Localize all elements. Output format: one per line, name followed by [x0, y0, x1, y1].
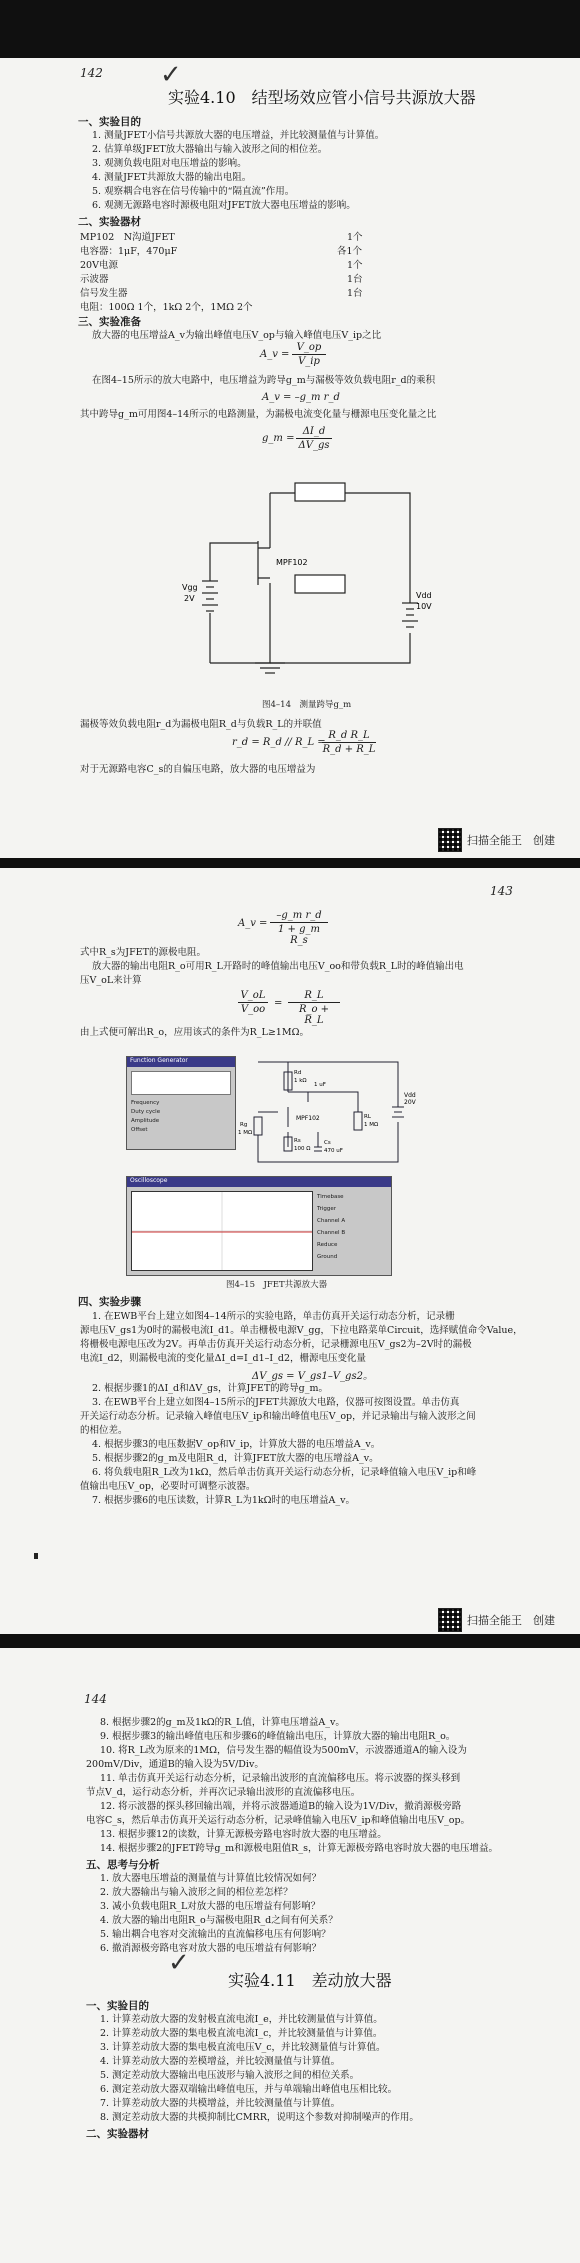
question-item: 6. 撤消源极旁路电容对放大器的电压增益有何影响？	[100, 1943, 322, 1954]
step-line: 1. 在EWB平台上建立如图4–14所示的实验电路，单击仿真开关运行动态分析，记录栅	[92, 1311, 455, 1322]
figure-circuit-gm	[180, 463, 430, 693]
figure-caption: 图4–15 JFET共源放大器	[226, 1280, 328, 1290]
component-label: Rs	[294, 1138, 301, 1144]
field-label: Amplitude	[131, 1118, 160, 1124]
step-line: 10. 将R_L改为原来的1MΩ，信号发生器的幅值设为500mV，示波器通道A的输入设为	[100, 1745, 467, 1756]
equation-lhs: A_v =	[238, 918, 268, 929]
scanner-watermark	[438, 828, 555, 852]
step-line: 8. 根据步骤2的g_m及1kΩ的R_L值，计算电压增益A_v。	[100, 1717, 345, 1728]
step-line: 14. 根据步骤2的JFET跨导g_m和源极电阻值R_s，计算无源极旁路电容时放大器的电压增益。	[100, 1843, 498, 1854]
step-line: 6. 将负载电阻R_L改为1kΩ，然后单击仿真开关运行动态分析，记录峰值输入电压V_ip和峰	[92, 1467, 477, 1478]
equation: A_v = –g_m r_d	[262, 392, 340, 403]
check-mark-icon: ✓	[168, 1948, 190, 1978]
mpf102-label: MPF102	[276, 558, 308, 567]
objective-item: 7. 计算差动放大器的共模增益，并比较测量值与计算值。	[100, 2098, 341, 2109]
paragraph: 放大器的输出电阻R_o可用R_L开路时的峰值输出电压V_oo和带负载R_L时的峰值输出电	[92, 961, 464, 972]
objective-item: 5. 观察耦合电容在信号传输中的“隔直流”作用。	[92, 186, 295, 197]
scope-button[interactable]: Ground	[317, 1254, 338, 1260]
objective-item: 4. 测量JFET共源放大器的输出电阻。	[92, 172, 252, 183]
page-title: 实验4.10 结型场效应管小信号共源放大器	[168, 88, 476, 107]
equation-fraction	[296, 426, 332, 451]
section-equipment: 二、实验器材	[78, 216, 141, 228]
component-value: 1 MΩ	[364, 1122, 379, 1128]
qr-code-icon	[438, 828, 462, 852]
component-value: 1 kΩ	[294, 1078, 307, 1084]
step-line: 200mV/Div，通道B的输入设为5V/Div。	[86, 1759, 264, 1770]
ink-dot	[34, 1553, 38, 1559]
denominator: V_oo	[240, 1004, 266, 1015]
component-value: 470 uF	[324, 1148, 343, 1154]
equipment-qty: 1个	[347, 260, 363, 271]
denominator: R_d + R_L	[322, 744, 376, 755]
equipment-name: MP102 N沟道JFET	[80, 232, 175, 243]
equipment-qty: 各1个	[337, 246, 363, 257]
component-value: 1 uF	[314, 1082, 326, 1088]
scope-control-label: Channel B	[317, 1230, 346, 1236]
paragraph: 压V_oL来计算	[80, 975, 142, 986]
vdd-value: 20V	[404, 1099, 416, 1106]
document-page-143	[0, 868, 580, 1634]
watermark-text: 扫描全能王 创建	[467, 1614, 555, 1627]
scope-control-label: Timebase	[317, 1194, 344, 1200]
equipment-name: 信号发生器	[80, 288, 128, 299]
step-line: 11. 单击仿真开关运行动态分析，记录输出波形的直流偏移电压。将示波器的探头移到	[100, 1773, 461, 1784]
objective-item: 3. 计算差动放大器的集电极直流电压V_c，并比较测量值与计算值。	[100, 2042, 386, 2053]
page-number: 143	[490, 884, 513, 898]
window-title: Oscilloscope	[127, 1177, 391, 1187]
field-label: Frequency	[131, 1100, 160, 1106]
question-item: 5. 输出耦合电容对交流输出的直流偏移电压有何影响？	[100, 1929, 331, 1940]
step-line: 源电压V_gs1为0时的漏极电流I_d1。单击栅极电源V_gg，下拉电路菜单Circuit，选择赋值命令Value，	[80, 1325, 523, 1336]
step-line: 3. 在EWB平台上建立如图4–15所示的JFET共源放大电路，仪器可按图设置。单击仿真	[92, 1397, 460, 1408]
component-value: 100 Ω	[294, 1146, 311, 1152]
equipment-name: 20V电源	[80, 260, 118, 271]
section-objective: 一、实验目的	[86, 2000, 149, 2012]
question-item: 2. 放大器输出与输入波形之间的相位差怎样？	[100, 1887, 293, 1898]
question-item: 4. 放大器的输出电阻R_o与漏极电阻R_d之间有何关系？	[100, 1915, 338, 1926]
equipment-qty: 1个	[347, 232, 363, 243]
scope-control-label: Channel A	[317, 1218, 346, 1224]
numerator: V_oL	[240, 990, 266, 1001]
step-line: 5. 根据步骤2的g_m及电阻R_d，计算JFET放大器的电压增益A_v。	[92, 1453, 379, 1464]
equipment-qty: 1台	[347, 288, 363, 299]
watermark-text: 扫描全能王 创建	[467, 834, 555, 847]
step-line: 节点V_d，运行动态分析，并再次记录输出波形的直流偏移电压。	[86, 1787, 361, 1798]
page-number: 144	[84, 1692, 107, 1706]
paragraph: 漏极等效负载电阻r_d为漏极电阻R_d与负载R_L的并联值	[80, 719, 322, 730]
equation-fraction	[322, 730, 376, 755]
step-line: 电流I_d2，则漏极电流的变化量ΔI_d=I_d1–I_d2，栅源电压变化量	[80, 1353, 367, 1364]
denominator: R_o + R_L	[298, 1004, 330, 1026]
vgg-value: 2V	[184, 594, 195, 603]
qr-code-icon	[438, 1608, 462, 1632]
function-generator-window[interactable]	[126, 1056, 236, 1150]
scope-control-label: Trigger	[317, 1206, 336, 1212]
component-value: 1 MΩ	[238, 1130, 253, 1136]
step-line: 12. 将示波器的探头移回输出端，并将示波器通道B的输入设为1V/Div，撤消源极旁路	[100, 1801, 462, 1812]
objective-item: 4. 计算差动放大器的差模增益，并比较测量值与计算值。	[100, 2056, 341, 2067]
component-label: Cs	[324, 1140, 331, 1146]
equals-sign: =	[274, 998, 283, 1009]
numerator: V_op	[296, 342, 322, 353]
equation-fraction	[270, 910, 328, 946]
objective-item: 6. 观测无源路电容时源极电阻对JFET放大器电压增益的影响。	[92, 200, 356, 211]
section-title: 实验4.11 差动放大器	[228, 1971, 392, 1990]
component-label: Rg	[240, 1122, 248, 1128]
equation-fraction	[238, 990, 268, 1015]
vdd-label: Vdd	[416, 591, 432, 600]
step-line: 的相位差。	[80, 1425, 128, 1436]
numerator: –g_m r_d	[276, 910, 322, 921]
question-item: 1. 放大器电压增益的测量值与计算值比较情况如何？	[100, 1873, 322, 1884]
equation-lhs: g_m =	[262, 433, 295, 444]
vdd-label: Vdd	[404, 1092, 416, 1099]
waveform-selector[interactable]	[131, 1071, 231, 1095]
section-objective: 一、实验目的	[78, 116, 141, 128]
objective-item: 1. 计算差动放大器的发射极直流电流I_e，并比较测量值与计算值。	[100, 2014, 383, 2025]
denominator: 1 + g_m R_s	[278, 924, 320, 946]
scope-button[interactable]: Reduce	[317, 1242, 338, 1248]
denominator: V_ip	[298, 356, 320, 367]
objective-item: 2. 计算差动放大器的集电极直流电流I_c，并比较测量值与计算值。	[100, 2028, 383, 2039]
check-mark-icon: ✓	[160, 60, 182, 90]
objective-item: 8. 测定差动放大器的共模抑制比CMRR，说明这个参数对抑制噪声的作用。	[100, 2112, 419, 2123]
document-page-142	[0, 58, 580, 858]
numerator: ΔI_d	[302, 426, 326, 437]
paragraph: 在图4–15所示的放大电路中，电压增益为跨导g_m与漏极等效负载电阻r_d的乘积	[92, 375, 436, 386]
component-label: RL	[364, 1114, 371, 1120]
equipment-name: 电容器：1μF，470μF	[80, 246, 178, 257]
objective-item: 1. 测量JFET小信号共源放大器的电压增益，并比较测量值与计算值。	[92, 130, 385, 141]
paragraph: 式中R_s为JFET的源极电阻。	[80, 947, 206, 958]
equipment-qty: 1台	[347, 274, 363, 285]
step-line: 13. 根据步骤12的读数，计算无源极旁路电容时放大器的电压增益。	[100, 1829, 387, 1840]
vgg-label: Vgg	[182, 583, 198, 592]
objective-item: 6. 测定差动放大器双端输出峰值电压，并与单端输出峰值电压相比较。	[100, 2084, 398, 2095]
paragraph: 对于无源路电容C_s的自偏压电路，放大器的电压增益为	[80, 764, 316, 775]
field-label: Duty cycle	[131, 1109, 161, 1115]
denominator: ΔV_gs	[298, 440, 330, 451]
mpf102-label: MPF102	[296, 1115, 320, 1122]
oscilloscope-window[interactable]	[126, 1176, 392, 1276]
component-label: Rd	[294, 1070, 302, 1076]
step-line: 9. 根据步骤3的输出峰值电压和步骤6的峰值输出电压，计算放大器的输出电阻R_o。	[100, 1731, 456, 1742]
page-number: 142	[80, 66, 103, 80]
oscilloscope-grid	[132, 1192, 312, 1270]
numerator: R_d R_L	[328, 730, 370, 741]
figure-circuit-jfet-amp	[238, 1052, 414, 1172]
step-line: 开关运行动态分析。记录输入峰值电压V_ip和输出峰值电压V_op，并记录输出与输入波形之间	[80, 1411, 476, 1422]
section-think: 五、思考与分析	[86, 1859, 160, 1871]
objective-item: 2. 估算单级JFET放大器输出与输入波形之间的相位差。	[92, 144, 328, 155]
objective-item: 3. 观测负载电阻对电压增益的影响。	[92, 158, 247, 169]
vdd-value: 10V	[416, 602, 432, 611]
equation-lhs: A_v =	[260, 349, 290, 360]
equation-fraction	[288, 990, 340, 1026]
section-equipment: 二、实验器材	[86, 2128, 149, 2140]
paragraph: 其中跨导g_m可用图4–14所示的电路测量，为漏极电流变化量与栅源电压变化量之比	[80, 409, 437, 420]
paragraph: 由上式便可解出R_o，应用该式的条件为R_L≥1MΩ。	[80, 1027, 309, 1038]
section-preparation: 三、实验准备	[78, 316, 141, 328]
question-item: 3. 减小负载电阻R_L对放大器的电压增益有何影响？	[100, 1901, 321, 1912]
section-steps: 四、实验步骤	[78, 1296, 141, 1308]
objective-item: 5. 测定差动放大器输出电压波形与输入波形之间的相位关系。	[100, 2070, 360, 2081]
step-line: 电容C_s，然后单击仿真开关运行动态分析，记录峰值输入电压V_ip和峰值输出电压V_op。	[86, 1815, 471, 1826]
field-label: Offset	[131, 1127, 148, 1133]
numerator: R_L	[304, 990, 324, 1001]
step-line: 2. 根据步骤1的ΔI_d和ΔV_gs，计算JFET的跨导g_m。	[92, 1383, 329, 1394]
step-line: 值输出电压V_op，必要时可调整示波器。	[80, 1481, 256, 1492]
step-line: 7. 根据步骤6的电压读数，计算R_L为1kΩ时的电压增益A_v。	[92, 1495, 355, 1506]
scanner-watermark	[438, 1608, 555, 1632]
figure-caption: 图4–14 测量跨导g_m	[262, 700, 352, 710]
paragraph: 放大器的电压增益A_v为输出峰值电压V_op与输入峰值电压V_ip之比	[92, 330, 382, 341]
equation: ΔV_gs = V_gs1–V_gs2。	[252, 1371, 373, 1382]
window-title: Function Generator	[127, 1057, 235, 1067]
document-page-144	[0, 1648, 580, 2263]
equation-lhs: r_d = R_d // R_L =	[232, 737, 326, 748]
oscilloscope-screen	[131, 1191, 313, 1271]
step-line: 将栅极电源电压改为2V。再单击仿真开关运行动态分析，记录栅源电压V_gs2为–2V时的漏极	[80, 1339, 472, 1350]
equipment-name: 示波器	[80, 274, 109, 285]
step-line: 4. 根据步骤3的电压数据V_op和V_ip，计算放大器的电压增益A_v。	[92, 1439, 381, 1450]
equation-fraction	[292, 342, 326, 367]
resistors-line: 电阻：100Ω 1个，1kΩ 2个，1MΩ 2个	[80, 302, 253, 313]
